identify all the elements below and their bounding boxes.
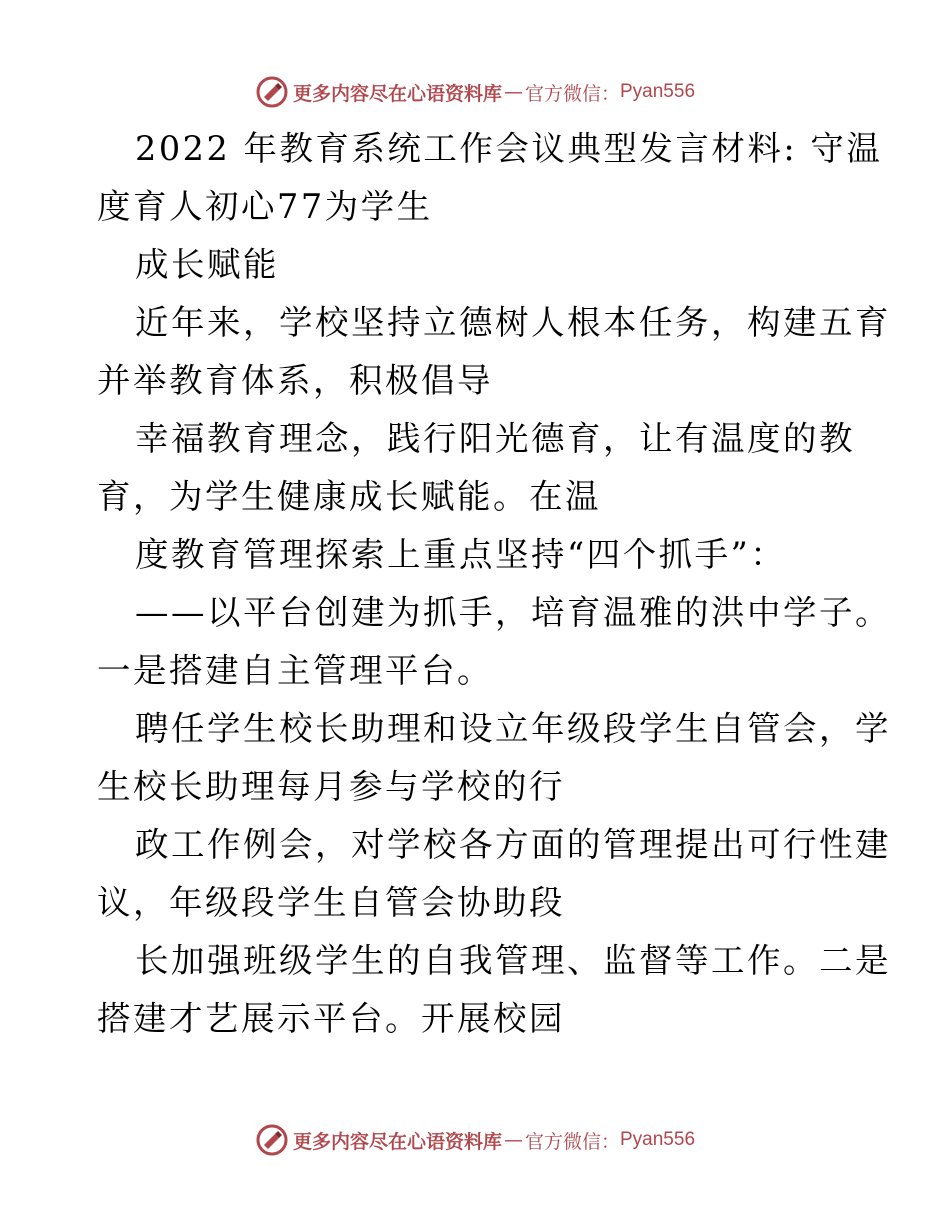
watermark-footer	[0, 1120, 950, 1160]
watermark-brand-text: 更多内容尽在心语资料库	[292, 82, 502, 105]
document-line: 聘任学生校长助理和设立年级段学生自管会，学	[135, 709, 891, 748]
document-line: 一是搭建自主管理平台。	[97, 651, 493, 690]
watermark-dash: —	[503, 81, 523, 103]
document-line: 长加强班级学生的自我管理、监督等工作。二是	[135, 941, 891, 980]
document-line: 成长赋能	[135, 245, 279, 284]
document-line: 育，为学生健康成长赋能。在温	[97, 477, 601, 516]
document-line: 幸福教育理念，践行阳光德育，让有温度的教	[135, 419, 855, 458]
watermark-brand-text: 更多内容尽在心语资料库	[292, 1130, 502, 1153]
document-body	[97, 120, 891, 1048]
watermark-wechat-label: 官方微信：	[524, 1130, 620, 1153]
document-line: 并举教育体系，积极倡导	[97, 361, 493, 400]
document-line: 2022 年教育系统工作会议典型发言材料: 守温	[135, 129, 883, 168]
document-line: 度育人初心77为学生	[97, 187, 433, 226]
brand-logo-icon	[255, 1123, 289, 1157]
watermark-wechat-label: 官方微信：	[524, 82, 620, 105]
document-line: 度教育管理探索上重点坚持“四个抓手”：	[135, 535, 787, 574]
watermark-wechat-id: Pyan556	[620, 1129, 696, 1150]
document-line: 近年来，学校坚持立德树人根本任务，构建五育	[135, 303, 891, 342]
brand-logo-icon	[255, 75, 289, 109]
document-line: 政工作例会，对学校各方面的管理提出可行性建	[135, 825, 891, 864]
document-line: 议，年级段学生自管会协助段	[97, 883, 565, 922]
watermark-header	[0, 72, 950, 112]
watermark-wechat-id: Pyan556	[620, 81, 696, 102]
document-line: 生校长助理每月参与学校的行	[97, 767, 565, 806]
document-line: 搭建才艺展示平台。开展校园	[97, 999, 565, 1038]
watermark-dash: —	[503, 1129, 523, 1151]
document-line: ——以平台创建为抓手，培育温雅的洪中学子。	[135, 593, 891, 632]
